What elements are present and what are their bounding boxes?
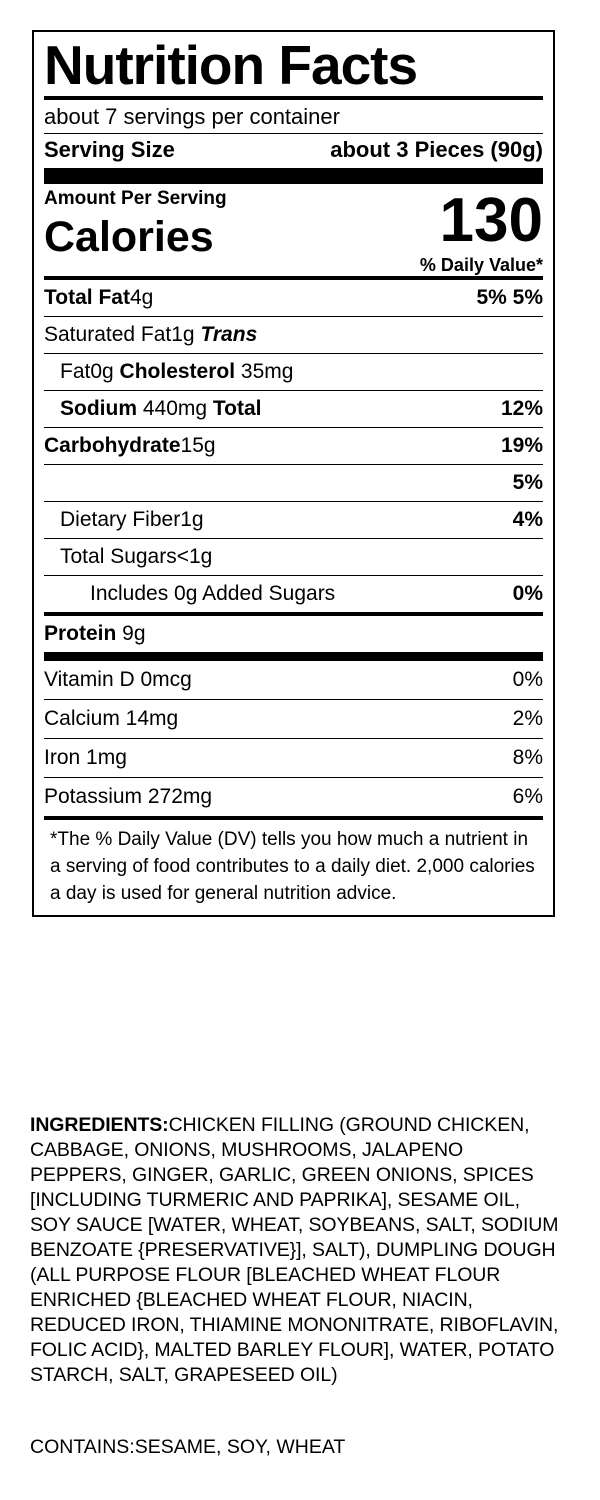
daily-value-footnote: *The % Daily Value (DV) tells you how much a nutrient in a serving of food contributes to a daily diet. 2,000 calories a day is used for general nutrition advice. [50,829,535,904]
nutrient-dv-blank: 5% [512,471,543,494]
allergens-heading: CONTAINS: [30,1436,135,1458]
nutrient-dv-total-fat: 5% 5% [476,286,543,309]
nutrient-row-total-sugars [44,539,543,575]
nutrient-dv-dietary-fiber: 4% [512,508,543,531]
daily-value-header: % Daily Value* [419,255,543,275]
divider-thick-top [44,168,543,184]
vitamin-dv-vitamin-d: 0% [512,668,543,691]
nutrient-label-cholesterol: Fat0g Cholesterol 35mg [60,360,294,383]
vitamin-row-calcium [44,700,543,738]
nutrient-row-saturated-fat [44,317,543,353]
vitamin-dv-potassium: 6% [512,785,543,808]
nutrient-row-protein [44,616,543,652]
nutrient-row-carbohydrate [44,428,543,464]
nutrient-row-sodium [44,391,543,427]
nutrient-dv-carbohydrate: 19% [500,434,543,457]
divider-before-vitamins [44,652,543,661]
nutrient-row-dietary-fiber [44,502,543,538]
vitamin-row-potassium [44,778,543,816]
nutrient-row-cholesterol [44,354,543,390]
nutrient-row-total-fat [44,280,543,316]
calories-value: 130 [439,186,543,255]
serving-size-label: Serving Size [44,137,175,162]
vitamin-row-iron [44,739,543,777]
ingredients-heading: INGREDIENTS: [30,1114,169,1136]
vitamin-label-potassium: Potassium 272mg [44,785,213,808]
nutrient-label-total-sugars: Total Sugars<1g [60,545,213,568]
amount-per-serving: Amount Per Serving [44,188,227,209]
allergens-text: SESAME, SOY, WHEAT [134,1436,346,1458]
vitamin-row-vitamin-d [44,661,543,699]
nutrient-dv-sodium: 12% [500,397,543,420]
nutrient-row-added-sugars [44,576,543,612]
servings-per-container: about 7 servings per container [44,104,340,129]
nutrient-dv-added-sugars: 0% [512,582,543,605]
vitamin-label-vitamin-d: Vitamin D 0mcg [44,668,192,691]
nutrient-label-saturated-fat: Saturated Fat1g Trans [44,323,258,346]
nutrient-label-total-fat: Total Fat4g [44,286,154,309]
nutrient-label-dietary-fiber: Dietary Fiber1g [60,508,204,531]
vitamin-dv-iron: 8% [512,746,543,769]
serving-size-row [44,134,543,168]
calories-label: Calories [44,213,214,261]
vitamin-dv-calcium: 2% [512,707,543,730]
nutrient-label-carbohydrate: Carbohydrate15g [44,434,216,457]
nutrient-label-sodium: Sodium 440mg Total [60,397,262,420]
panel-title: Nutrition Facts [44,34,418,96]
nutrient-label-added-sugars: Includes 0g Added Sugars [90,582,336,605]
vitamin-label-calcium: Calcium 14mg [44,707,179,730]
vitamin-label-iron: Iron 1mg [44,746,127,769]
nutrition-facts-panel [32,30,555,917]
ingredients-block [30,1113,560,1388]
allergens-block [30,1435,560,1460]
nutrient-label-protein: Protein 9g [44,622,146,645]
serving-size-value: about 3 Pieces (90g) [330,137,543,162]
nutrient-row-blank [44,465,543,501]
ingredients-text: CHICKEN FILLING (GROUND CHICKEN, CABBAGE, ONIONS, MUSHROOMS, JALAPENO PEPPERS, GINGER, GARLIC, GREEN ONIONS, SPICES [INCLUDING TURMERIC AND PAPRIKA], SESAME OIL, SOY SAUCE [WATER, WHEAT, SOYBEANS, SALT, SODIUM BENZOATE {PRESERVATIVE}], SALT), DUMPLING DOUGH (ALL PURPOSE FLOUR [BLEACHED WHEAT FLOUR ENRICHED {BLEACHED WHEAT FLOUR, NIACIN, REDUCED IRON, THIAMINE MONONITRATE, RIBOFLAVIN, FOLIC ACID}, MALTED BARLEY FLOUR], WATER, POTATO STARCH, SALT, GRAPESEED OIL) [30,1114,559,1386]
